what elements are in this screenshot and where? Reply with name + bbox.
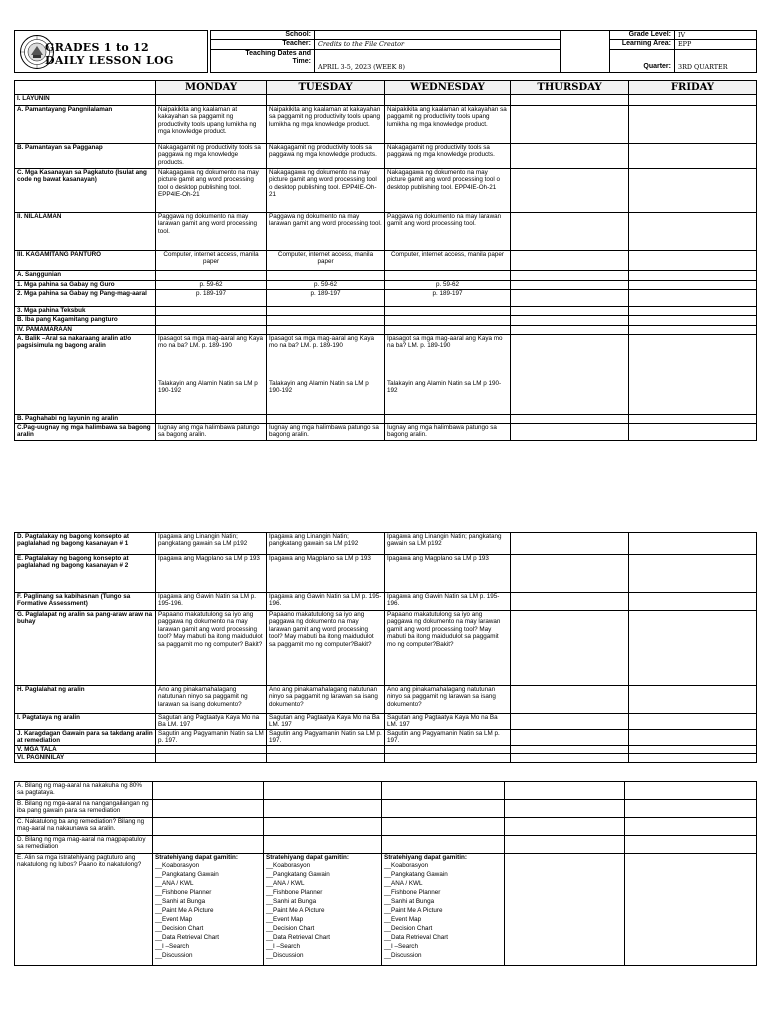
row-cell: Ipagawa ang Gawin Natin sa LM p. 195-196. [267, 593, 385, 611]
title-line-1: GRADES 1 to 12 [45, 41, 150, 54]
row-cell [267, 326, 385, 335]
table-row [15, 533, 757, 555]
teaching-dates-value: APRIL 3-5, 2023 (WEEK 8) [315, 49, 561, 72]
strategy-item: __Koaborasyon [266, 862, 311, 870]
strategy-heading: Stratehiyang dapat gamitin: [384, 854, 467, 861]
table-row [15, 213, 757, 251]
row-cell [629, 169, 757, 213]
row-cell [511, 730, 629, 746]
row-cell [629, 593, 757, 611]
row-cell: p. 59-62 [156, 281, 267, 290]
row-cell: p. 59-62 [385, 281, 511, 290]
row-cell [511, 213, 629, 251]
strategy-item: __Decision Chart [155, 925, 204, 933]
day-header-row [15, 81, 757, 95]
row-cell [629, 290, 757, 307]
row-label: C. Nakatulong ba ang remediation? Bilang ng mag-aaral na nakaunawa sa aralin. [15, 818, 153, 836]
row-cell [629, 271, 757, 281]
row-cell: Ipagawa ang Linangin Natin; pangkatang gawain sa LM p192 [385, 533, 511, 555]
row-cell [382, 818, 505, 836]
row-cell [625, 854, 757, 966]
row-cell [511, 106, 629, 144]
row-cell [625, 782, 757, 800]
day-tuesday: TUESDAY [267, 81, 385, 95]
row-cell [511, 424, 629, 441]
row-cell [511, 290, 629, 307]
strategy-item: __Pangkatang Gawain [266, 871, 330, 879]
row-cell [385, 415, 511, 424]
day-monday: MONDAY [156, 81, 267, 95]
row-label: 1. Mga pahina sa Gabay ng Guro [15, 281, 156, 290]
strategy-cell [153, 854, 264, 966]
row-label: II. NILALAMAN [15, 213, 156, 251]
row-label: H. Paglalahat ng aralin [15, 686, 156, 714]
row-cell: Nakagagawa ng dokumento na may picture gamit ang word processing tool o desktop publishing tool. EPP4IE-Oh-21 [385, 169, 511, 213]
row-label: IV. PAMAMARAAN [15, 326, 156, 335]
strategy-item: __Data Retrieval Chart [155, 934, 220, 942]
strategy-cell [382, 854, 505, 966]
strategy-item: __Koaborasyon [155, 862, 200, 870]
row-label: V. MGA TALA [15, 746, 156, 754]
row-cell [264, 782, 382, 800]
header-info-table [210, 30, 757, 73]
row-label: A. Sanggunian [15, 271, 156, 281]
grade-level-label: Grade Level: [610, 31, 675, 40]
strategy-item: __Decision Chart [266, 925, 315, 933]
teaching-dates-label [211, 49, 315, 72]
row-cell [264, 818, 382, 836]
table-row [15, 746, 757, 754]
header [14, 30, 756, 73]
row-cell: Computer, internet access, manila paper [156, 251, 267, 271]
row-cell: Sagutan ang Pagtaatya Kaya Mo na Ba LM. 197 [385, 714, 511, 730]
row-label: 3. Mga pahina Teksbuk [15, 307, 156, 316]
row-cell [511, 281, 629, 290]
row-cell [153, 782, 264, 800]
row-label: B. Bilang ng mga-aaral na nangangailangan ng iba pang gawain para sa remediation [15, 800, 153, 818]
row-cell: Nakagagamit ng productivity tools sa paggawa ng mga knowledge products. [267, 144, 385, 169]
row-cell: Ipagawa ang Magplano sa LM p 193 [267, 555, 385, 593]
row-cell [629, 415, 757, 424]
row-cell: Sagutin ang Pagyamanin Natin sa LM p. 197. [385, 730, 511, 746]
row-cell [629, 424, 757, 441]
row-cell [385, 307, 511, 316]
row-cell: Sagutan ang Pagtaatya Kaya Mo na Ba LM. 197 [267, 714, 385, 730]
strategy-item: __Pangkatang Gawain [384, 871, 448, 879]
teacher-value: Credits to the File Creator [315, 40, 561, 49]
row-cell: p. 59-62 [267, 281, 385, 290]
row-cell [505, 836, 625, 854]
reflection-row [15, 782, 757, 800]
row-label: C.Pag-uugnay ng mga halimbawa sa bagong aralin [15, 424, 156, 441]
table-row [15, 555, 757, 593]
strategy-heading: Stratehiyang dapat gamitin: [266, 854, 349, 861]
row-cell [382, 800, 505, 818]
row-cell: Nakagagawa ng dokumento na may picture gamit ang word processing tool o desktop publishing tool. EPP4IE-Oh-21 [156, 169, 267, 213]
day-friday: FRIDAY [629, 81, 757, 95]
row-label: 2. Mga pahina sa Gabay ng Pang-mag-aaral [15, 290, 156, 307]
row-cell: Iugnay ang mga halimbawa patungo sa bagong aralin. [267, 424, 385, 441]
row-cell: Iugnay ang mga halimbawa patungo sa bagong aralin. [385, 424, 511, 441]
title-box [14, 30, 208, 73]
cell-text-secondary: Talakayin ang Alamin Natin sa LM p 190-192 [387, 379, 502, 395]
row-label: B. Iba pang Kagamitang pangturo [15, 316, 156, 326]
teacher-label: Teacher: [211, 40, 315, 49]
strategy-item: __Event Map [155, 916, 193, 924]
strategy-heading: Stratehiyang dapat gamitin: [155, 854, 238, 861]
row-cell [267, 307, 385, 316]
strategy-item: __Sanhi at Bunga [155, 898, 206, 906]
row-label: B. Paghahabi ng layunin ng aralin [15, 415, 156, 424]
table-row [15, 593, 757, 611]
row-cell: Papaano makatutulong sa iyo ang paggawa ng dokumento na may larawan gamit ang word processing tool? May mabuti ba itong maidudulot sa paggamit mo ng computer? Bakit? [156, 611, 267, 686]
row-cell [629, 307, 757, 316]
row-cell [156, 326, 267, 335]
strategy-item: __Fishbone Planner [155, 889, 212, 897]
row-cell [385, 746, 511, 754]
row-cell [511, 335, 629, 415]
row-label: III. KAGAMITANG PANTURO [15, 251, 156, 271]
row-cell: Ipagawa ang Gawin Natin sa LM p. 195-196. [156, 593, 267, 611]
row-cell [505, 800, 625, 818]
row-cell [629, 746, 757, 754]
row-cell: Ipagawa ang Magplano sa LM p 193 [156, 555, 267, 593]
row-cell: Papaano makatutulong sa iyo ang paggawa ng dokumento na may larawan gamit ang word processing tool? May mabuti ba itong maidudulot sa paggamit mo ng computer?Bakit? [267, 611, 385, 686]
table-row [15, 169, 757, 213]
table-row [15, 144, 757, 169]
teaching-dates-label-2: Time: [292, 58, 311, 66]
row-cell [385, 326, 511, 335]
table-row [15, 316, 757, 326]
row-cell: Ipagawa ang Linangin Natin; pangkatang gawain sa LM p192 [267, 533, 385, 555]
learning-area-label: Learning Area: [610, 40, 675, 49]
table-row [15, 271, 757, 281]
row-cell: Ano ang pinakamahalagang natutunan ninyo sa paggamit ng larawan sa isang dokumento? [156, 686, 267, 714]
strategy-item: __Paint Me A Picture [384, 907, 443, 915]
cell-text: Ipasagot sa mga mag-aaral ang Kaya mo na ba? LM. p. 189-190 [387, 335, 503, 350]
grade-level-value: IV [675, 31, 757, 40]
row-cell [511, 533, 629, 555]
strategy-item: __Discussion [155, 952, 193, 960]
row-cell [511, 714, 629, 730]
row-cell [629, 144, 757, 169]
learning-area-value: EPP [675, 40, 757, 49]
row-cell: Naipakikita ang kaalaman at kakayahan sa paggamit ng productivity tools upang lumikha ng mga knowledge product. [156, 106, 267, 144]
row-cell [264, 800, 382, 818]
row-cell: Nakagagamit ng productivity tools sa paggawa ng mga knowledge products. [156, 144, 267, 169]
strategy-item: __ANA / KWL [266, 880, 305, 888]
row-label: D. Pagtalakay ng bagong konsepto at paglalahad ng bagong kasanayan # 1 [15, 533, 156, 555]
row-cell: Papaano makatutulong sa iyo ang paggawa ng dokumento na may larawan gamit ang word processing tool? May mabuti ba itong maidudulot sa paggamit mo ng computer?Bakit? [385, 611, 511, 686]
row-cell [629, 686, 757, 714]
row-cell: Iugnay ang mga halimbawa patungo sa bagong aralin. [156, 424, 267, 441]
strategy-item: __Paint Me A Picture [266, 907, 325, 915]
row-cell: Sagutin ang Pagyamanin Natin sa LM p. 197. [156, 730, 267, 746]
strategy-item: __Discussion [384, 952, 422, 960]
table-row [15, 251, 757, 271]
row-cell [511, 611, 629, 686]
row-cell [629, 754, 757, 763]
quarter-value: 3RD QUARTER [675, 49, 757, 72]
row-label: E. Pagtalakay ng bagong konsepto at paglalahad ng bagong kasanayan # 2 [15, 555, 156, 593]
row-cell [505, 818, 625, 836]
cell-text-secondary: Talakayin ang Alamin Natin sa LM p 190-192 [269, 379, 369, 395]
row-cell [264, 836, 382, 854]
table-row [15, 686, 757, 714]
row-cell: Computer, internet access, manila paper [385, 251, 511, 271]
strategy-item: __Event Map [384, 916, 422, 924]
row-cell [511, 144, 629, 169]
row-cell [385, 316, 511, 326]
row-cell: Paggawa ng dokumento na may larawan gamit ang word processing tool. [385, 213, 511, 251]
row-label: J. Karagdagan Gawain para sa takdang aralin at remediation [15, 730, 156, 746]
row-cell: Ano ang pinakamahalagang natutunan ninyo sa paggamit ng larawan sa isang dokumento? [267, 686, 385, 714]
row-cell [267, 95, 385, 106]
row-cell: Sagutin ang Pagyamanin Natin sa LM p. 197. [267, 730, 385, 746]
row-cell [267, 746, 385, 754]
row-cell [629, 106, 757, 144]
row-cell [153, 836, 264, 854]
row-label: B. Pamantayan sa Pagganap [15, 144, 156, 169]
row-cell [267, 316, 385, 326]
strategy-item: __Paint Me A Picture [155, 907, 214, 915]
strategy-item: __Fishbone Planner [266, 889, 323, 897]
strategy-item: __Sanhi at Bunga [266, 898, 317, 906]
row-cell [629, 730, 757, 746]
row-cell [625, 836, 757, 854]
row-cell [156, 746, 267, 754]
row-cell [156, 316, 267, 326]
row-cell [382, 782, 505, 800]
row-label: A. Pamantayang Pangnilalaman [15, 106, 156, 144]
row-cell [625, 818, 757, 836]
row-cell [511, 555, 629, 593]
row-cell [511, 754, 629, 763]
row-label: A. Balik –Aral sa nakaraang aralin at/o pagsisimula ng bagong aralin [15, 335, 156, 415]
table-row [15, 611, 757, 686]
cell-text: Ipasagot sa mga mag-aaral ang Kaya mo na ba? LM. p. 189-190 [158, 335, 264, 350]
lesson-table-page-1 [14, 80, 757, 441]
row-cell: Sagutan ang Pagtaatya Kaya Mo na Ba LM. 197 [156, 714, 267, 730]
row-cell [629, 316, 757, 326]
row-cell: Ipagawa ang Gawin Natin sa LM p. 195-196. [385, 593, 511, 611]
row-label: D. Bilang ng mga mag-aaral na magpapatuloy sa remediation [15, 836, 153, 854]
row-cell: Ano ang pinakamahalagang natutunan ninyo sa paggamit ng larawan sa isang dokumento? [385, 686, 511, 714]
reflection-row [15, 800, 757, 818]
lesson-table-page-2 [14, 532, 757, 763]
cell-text: Ipasagot sa mga mag-aaral ang Kaya mo na ba? LM. p. 189-190 [269, 335, 375, 350]
row-label: E. Alin sa mga istratehiyang pagtuturo ang nakatulong ng lubos? Paano ito nakatulong? [15, 854, 153, 966]
strategy-item: __ANA / KWL [155, 880, 194, 888]
row-cell [629, 714, 757, 730]
strategy-item: __I –Search [384, 943, 418, 951]
row-cell [511, 251, 629, 271]
strategy-item: __Koaborasyon [384, 862, 429, 870]
strategy-item: __ANA / KWL [384, 880, 423, 888]
school-label: School: [211, 31, 315, 40]
row-cell [629, 555, 757, 593]
row-cell [267, 335, 385, 415]
row-cell [511, 686, 629, 714]
reflection-row [15, 818, 757, 836]
row-label: I. Pagtataya ng aralin [15, 714, 156, 730]
strategy-item: __Event Map [266, 916, 304, 924]
strategy-cell [264, 854, 382, 966]
table-row [15, 281, 757, 290]
row-cell [267, 754, 385, 763]
row-cell: p. 189-197 [156, 290, 267, 307]
strategy-item: __Pangkatang Gawain [155, 871, 219, 879]
table-row [15, 290, 757, 307]
strategy-item: __Data Retrieval Chart [384, 934, 449, 942]
row-cell [511, 169, 629, 213]
strategy-item: __I –Search [155, 943, 189, 951]
row-cell [267, 415, 385, 424]
table-row [15, 95, 757, 106]
strategy-item: __Sanhi at Bunga [384, 898, 435, 906]
row-cell [385, 271, 511, 281]
row-label: G. Paglalapat ng aralin sa pang-araw araw na buhay [15, 611, 156, 686]
row-cell [156, 335, 267, 415]
row-cell: Naipakikita ang kaalaman at kakayahan sa paggamit ng productivity tools upang lumikha ng mga knowledge product. [385, 106, 511, 144]
row-label: F. Paglinang sa kabihasnan (Tungo sa Formative Assessment) [15, 593, 156, 611]
table-row [15, 106, 757, 144]
row-cell [267, 271, 385, 281]
row-cell [505, 782, 625, 800]
row-cell [629, 326, 757, 335]
table-row [15, 335, 757, 415]
row-cell: Nakagagamit ng productivity tools sa paggawa ng mga knowledge products. [385, 144, 511, 169]
row-cell [511, 95, 629, 106]
row-cell [156, 271, 267, 281]
row-cell [156, 754, 267, 763]
row-cell: Nakagagawa ng dokumento na may picture gamit ang word processing tool o desktop publishing tool. EPP4IE-Oh-21 [267, 169, 385, 213]
teaching-dates-label-1: Teaching Dates and [245, 49, 311, 57]
strategy-item: __Discussion [266, 952, 304, 960]
row-cell [505, 854, 625, 966]
row-cell [511, 593, 629, 611]
row-cell [629, 611, 757, 686]
row-label: I. LAYUNIN [15, 95, 156, 106]
row-cell [511, 307, 629, 316]
strategy-item: __Fishbone Planner [384, 889, 441, 897]
row-cell: Ipagawa ang Magplano sa LM p 193 [385, 555, 511, 593]
row-cell: Paggawa ng dokumento na may larawan gamit ang word processing tool. [267, 213, 385, 251]
cell-text-secondary: Talakayin ang Alamin Natin sa LM p 190-192 [158, 379, 258, 395]
row-cell [629, 95, 757, 106]
table-row [15, 730, 757, 746]
row-cell [511, 415, 629, 424]
row-cell [385, 95, 511, 106]
row-cell: Computer, internet access, manila paper [267, 251, 385, 271]
row-cell [511, 326, 629, 335]
reflection-row [15, 836, 757, 854]
table-row [15, 754, 757, 763]
table-row [15, 307, 757, 316]
reflection-table [14, 781, 757, 966]
row-cell [153, 818, 264, 836]
strategy-item: __I –Search [266, 943, 300, 951]
row-cell [625, 800, 757, 818]
row-label: A. Bilang ng mag-aaral na nakakuha ng 80% sa pagtataya. [15, 782, 153, 800]
table-row [15, 326, 757, 335]
row-cell [156, 415, 267, 424]
row-cell: Ipagawa ang Linangin Natin; pangkatang gawain sa LM p192 [156, 533, 267, 555]
row-cell [156, 95, 267, 106]
school-value [315, 31, 561, 40]
row-cell [629, 533, 757, 555]
table-row [15, 415, 757, 424]
day-wednesday: WEDNESDAY [385, 81, 511, 95]
row-cell: p. 189-197 [267, 290, 385, 307]
row-cell: p. 189-197 [385, 290, 511, 307]
day-thursday: THURSDAY [511, 81, 629, 95]
row-label: VI. PAGNINILAY [15, 754, 156, 763]
title-line-2: DAILY LESSON LOG [45, 54, 174, 67]
strategy-item: __Decision Chart [384, 925, 433, 933]
row-cell [156, 307, 267, 316]
table-row [15, 424, 757, 441]
row-cell [385, 335, 511, 415]
row-cell [511, 746, 629, 754]
row-cell [629, 213, 757, 251]
row-cell [511, 271, 629, 281]
row-cell [629, 281, 757, 290]
row-cell [382, 836, 505, 854]
row-cell [629, 251, 757, 271]
row-cell: Naipakikita ang kaalaman at kakayahan sa paggamit ng productivity tools upang lumikha ng mga knowledge product. [267, 106, 385, 144]
row-cell [385, 754, 511, 763]
row-cell [511, 316, 629, 326]
row-cell [153, 800, 264, 818]
row-cell [629, 335, 757, 415]
strategy-row [15, 854, 757, 966]
table-row [15, 714, 757, 730]
row-label: C. Mga Kasanayan sa Pagkatuto (Isulat ang code ng bawat kasanayan) [15, 169, 156, 213]
quarter-label: Quarter: [610, 49, 675, 72]
strategy-item: __Data Retrieval Chart [266, 934, 331, 942]
row-cell: Paggawa ng dokumento na may larawan gamit ang word processing tool. [156, 213, 267, 251]
